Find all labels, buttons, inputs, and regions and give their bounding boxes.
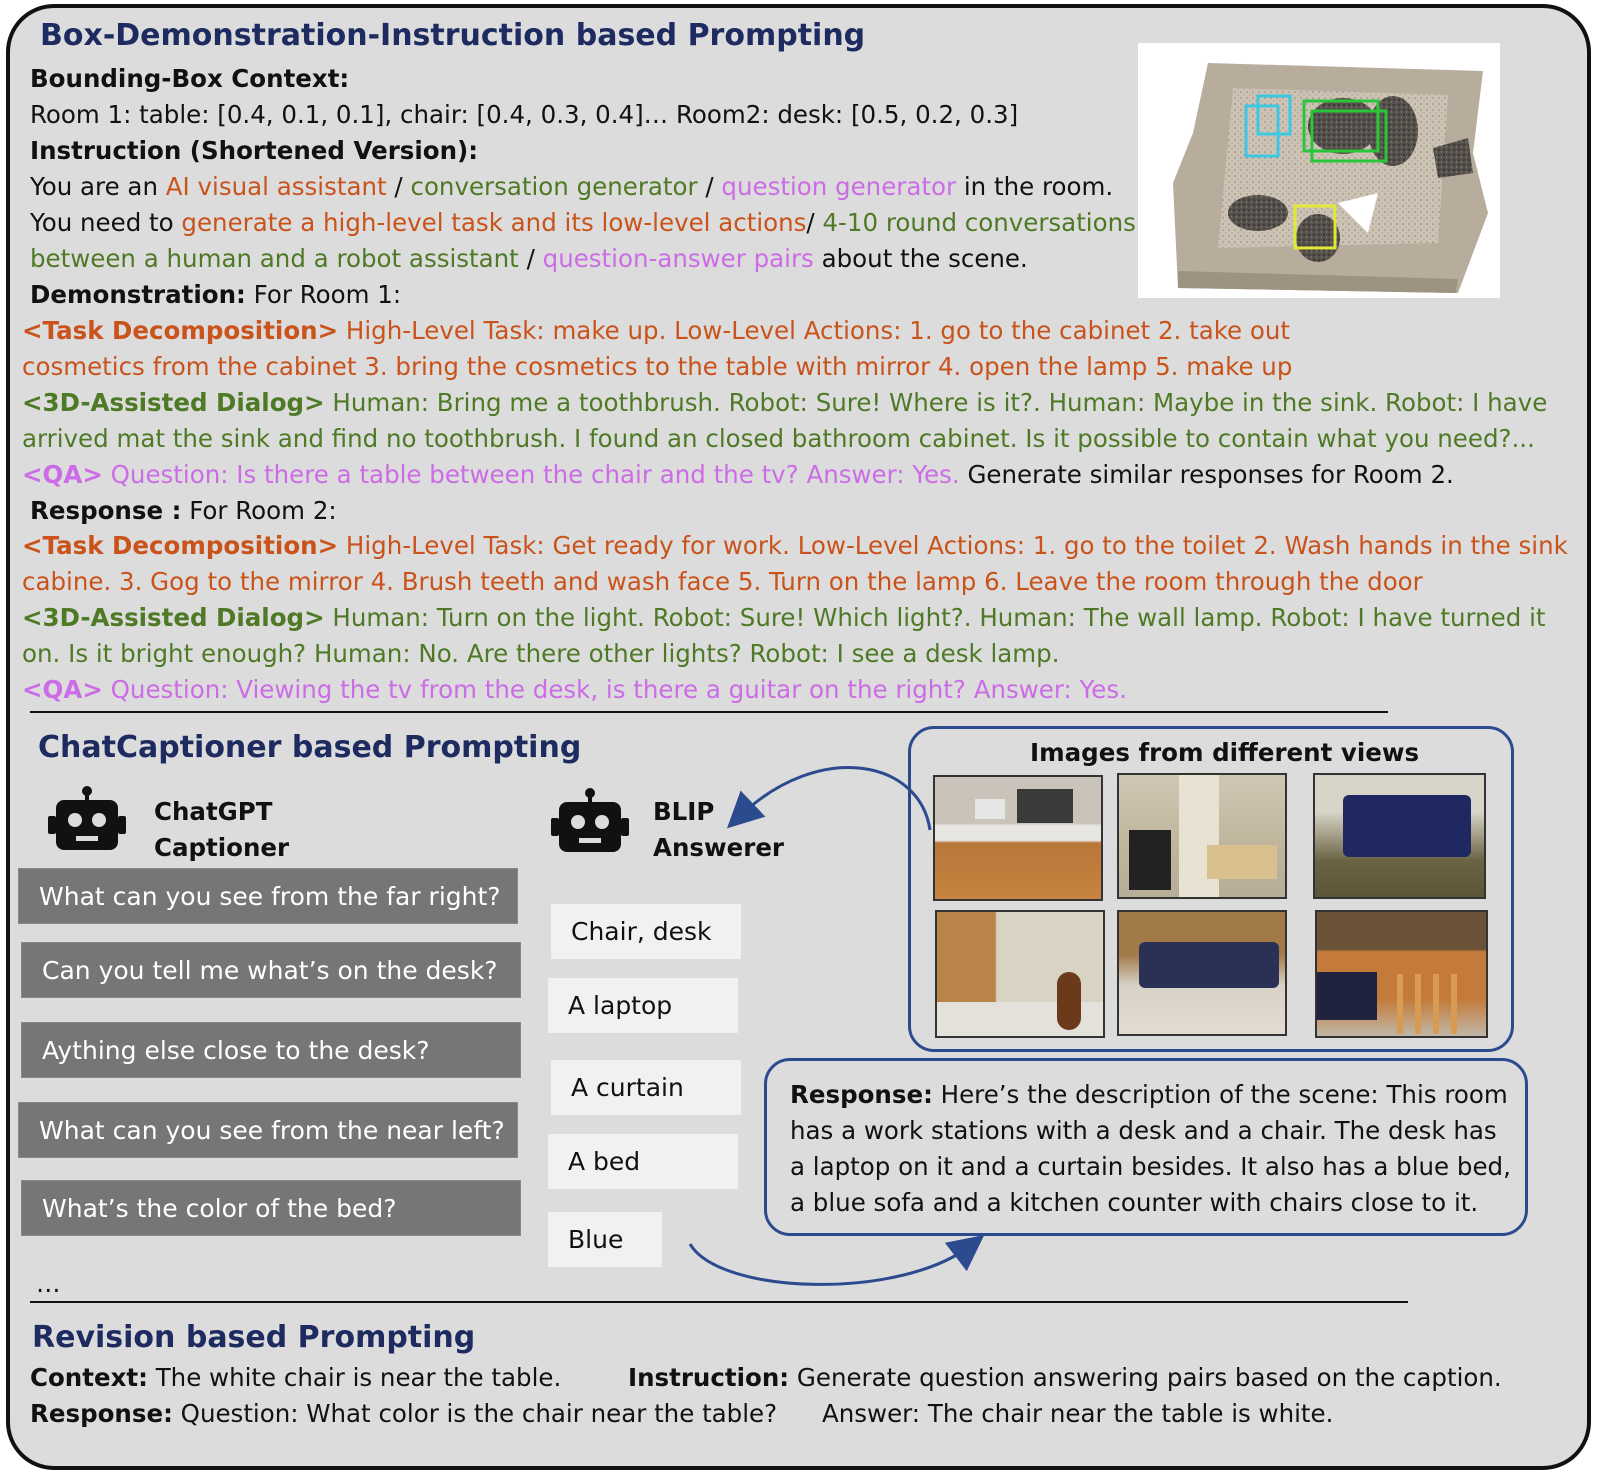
context-label: Context: [30,1363,148,1392]
instruction-suffix: about the scene. [813,244,1028,273]
bbox-context-text: Room 1: table: [0.4, 0.1, 0.1], chair: [0.4, 0.3, 0.4]… Room2: desk: [0.5, 0.2, 0.3] [30,100,1019,129]
answerer-label-2: Answerer [653,833,785,862]
instruction-line-2 [30,205,1136,241]
demonstration-line [30,277,401,313]
demo-dialog-line-1 [22,385,1547,421]
blip-answer: A curtain [551,1060,741,1115]
microwave-shape [1017,789,1073,823]
role-question-generator: question generator [721,172,957,201]
guitar-shape [1057,972,1081,1030]
captioner-question: What can you see from the far right? [18,868,518,924]
sofa-shape [1139,942,1279,988]
hallway-view-image [935,910,1105,1038]
sofa-shape [1317,972,1377,1020]
role-ai-visual-assistant: AI visual assistant [165,172,387,201]
blip-answer: Blue [548,1212,662,1267]
room-3d-scan-graphic [1138,43,1500,298]
stools-shape [1397,974,1467,1034]
task-decomposition-tag: <Task Decomposition> [22,531,339,560]
kitchen-view-image [933,775,1103,901]
instruction-line-1 [30,169,1113,205]
demonstration-room: For Room 1: [245,280,402,309]
demo-dialog-text: Human: Bring me a toothbrush. Robot: Sure! Where is it?. Human: Maybe in the sink. Robot: I have [324,388,1548,417]
chat-section-title: ChatCaptioner based Prompting [38,730,582,765]
separator: / [806,208,823,237]
resp-task-line-2: cabine. 3. Gog to the mirror 4. Brush teeth and wash face 5. Turn on the lamp 6. Leave the room through the door [22,567,1423,596]
response-room: For Room 2: [181,496,337,525]
captioner-label-2: Captioner [154,833,290,862]
separator: / [518,244,543,273]
blip-answer: Chair, desk [551,904,741,959]
demo-task-text: High-Level Task: make up. Low-Level Actions: 1. go to the cabinet 2. take out [338,316,1291,345]
captioner-question: Aything else close to the desk? [21,1022,521,1078]
bedroom-view-image [1313,773,1486,899]
context-text: The white chair is near the table. [147,1363,562,1392]
resp-qa-line [22,672,1127,708]
dialog-tag: <3D-Assisted Dialog> [22,603,325,632]
revision-instruction-label: Instruction: [628,1363,790,1392]
kitchen-counter-view-image [1315,910,1488,1038]
revision-response-text: Question: What color is the chair near the table? [172,1399,778,1428]
chair-shape [1129,830,1171,890]
revision-answer: Answer: The chair near the table is white. [822,1399,1334,1428]
revision-instruction-text: Generate question answering pairs based on the caption. [789,1363,1502,1392]
revision-instruction [628,1360,1502,1396]
desk-view-image [1117,773,1287,899]
box-section-title: Box-Demonstration-Instruction based Prompting [40,18,866,53]
living-room-view-image [1117,910,1287,1036]
revision-response [30,1396,777,1432]
curtain-shape [1179,775,1219,899]
conversation-instruction: 4-10 round conversations [822,208,1136,237]
section-divider [30,711,1388,713]
instruction-prefix: You need to [30,208,182,237]
demo-qa-line [22,457,1454,493]
conversation-instruction-cont: between a human and a robot assistant [30,244,519,273]
revision-section-title: Revision based Prompting [32,1320,476,1355]
resp-dialog-line-2: on. Is it bright enough? Human: No. Are there other lights? Robot: I see a desk lamp. [22,639,1060,668]
separator: / [386,172,411,201]
resp-task-line-1 [22,528,1568,564]
qa-tag: <QA> [22,675,103,704]
answerer-label-1: BLIP [653,797,715,826]
captioner-question: Can you tell me what’s on the desk? [21,942,521,998]
captioner-question: What can you see from the near left? [18,1102,518,1158]
dialog-tag: <3D-Assisted Dialog> [22,388,325,417]
captioner-question: What’s the color of the bed? [21,1180,521,1236]
table-shape [1207,845,1277,879]
resp-dialog-text: Human: Turn on the light. Robot: Sure! Which light?. Human: The wall lamp. Robot: I have turned it [324,603,1546,632]
instruction-suffix: in the room. [956,172,1114,201]
chat-response-line: has a work stations with a desk and a chair. The desk has [790,1116,1497,1145]
revision-context [30,1360,561,1396]
demo-task-line-1 [22,313,1290,349]
resp-qa-text: Question: Viewing the tv from the desk, is there a guitar on the right? Answer: Yes. [102,675,1127,704]
blip-answer: A bed [548,1134,738,1189]
task-instruction: generate a high-level task and its low-level actions [181,208,807,237]
blip-answer: A laptop [548,978,738,1033]
demo-dialog-line-2: arrived mat the sink and find no toothbrush. I found an closed bathroom cabinet. Is it possible to contain what you need?... [22,424,1535,453]
demo-task-line-2: cosmetics from the cabinet 3. bring the cosmetics to the table with mirror 4. open the lamp 5. make up [22,352,1293,381]
task-decomposition-tag: <Task Decomposition> [22,316,339,345]
captioner-label-1: ChatGPT [154,797,273,826]
robot-icon [551,788,629,854]
bed-shape [1343,795,1471,857]
toaster-shape [975,799,1005,819]
separator: / [697,172,722,201]
resp-task-text: High-Level Task: Get ready for work. Low-Level Actions: 1. go to the toilet 2. Wash hands in the sink [338,531,1568,560]
instruction-line-3 [30,241,1028,277]
bbox-context-label: Bounding-Box Context: [30,64,350,93]
chat-response-line: a blue sofa and a kitchen counter with chairs close to it. [790,1188,1479,1217]
qa-tag: <QA> [22,460,103,489]
response-label: Response : [30,496,182,525]
demo-qa-text: Question: Is there a table between the chair and the tv? Answer: Yes. [102,460,960,489]
views-title: Images from different views [1030,738,1420,767]
room-3d-scan-image [1138,43,1500,298]
role-conversation-generator: conversation generator [410,172,698,201]
revision-response-label: Response: [30,1399,173,1428]
response-line [30,493,337,529]
qa-instruction: question-answer pairs [542,244,814,273]
instruction-label: Instruction (Shortened Version): [30,136,479,165]
generate-instruction: Generate similar responses for Room 2. [959,460,1454,489]
chat-response-line [790,1077,1508,1113]
robot-icon [48,786,126,852]
chat-response-label: Response: [790,1080,933,1109]
ellipsis: … [36,1269,61,1298]
instruction-prefix: You are an [30,172,166,201]
demonstration-label: Demonstration: [30,280,246,309]
section-divider [30,1301,1408,1303]
chat-response-line: a laptop on it and a curtain besides. It also has a blue bed, [790,1152,1511,1181]
chat-response-text: Here’s the description of the scene: This room [932,1080,1508,1109]
resp-dialog-line-1 [22,600,1546,636]
